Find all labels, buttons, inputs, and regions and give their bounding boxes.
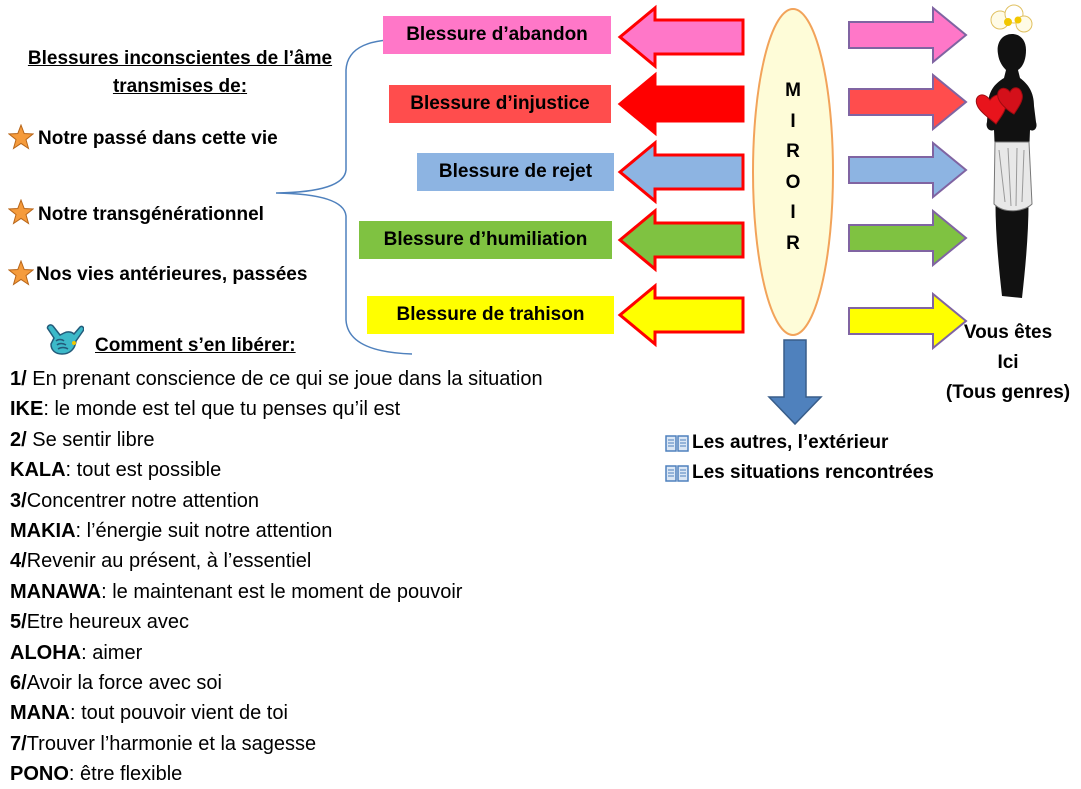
- step-text: Se sentir libre: [26, 428, 155, 451]
- step-line: [10, 607, 543, 637]
- step-key: 3/: [10, 489, 27, 512]
- result-item: [664, 432, 888, 454]
- mirror-letter: R: [786, 232, 800, 254]
- you-are-line: Ici: [997, 352, 1019, 373]
- step-text: En prenant conscience de ce qui se joue dans la situation: [26, 368, 543, 390]
- shaka-hand-icon: [44, 323, 84, 357]
- you-are-line: Vous êtes: [963, 322, 1053, 343]
- step-line: [10, 394, 543, 424]
- step-key: 6/: [10, 671, 27, 694]
- step-key: 1/: [10, 368, 27, 390]
- step-key: 5/: [10, 611, 27, 634]
- wound-label-trahison: Blessure de trahison: [367, 296, 614, 334]
- step-line: [10, 364, 543, 394]
- step-key: KALA: [10, 459, 66, 482]
- step-text: : le monde est tel que tu penses qu’il est: [43, 398, 401, 421]
- title-line-2-text: transmises de: [112, 76, 241, 97]
- step-line: [10, 698, 543, 728]
- book-icon: [664, 463, 690, 483]
- step-line: [10, 759, 543, 789]
- step-text: Concentrer notre attention: [26, 489, 260, 512]
- step-text: : tout est possible: [65, 459, 222, 482]
- right-arrow-humiliation: [849, 211, 966, 265]
- step-key: MANA: [10, 702, 70, 725]
- result-text: Les autres, l’extérieur: [692, 432, 889, 453]
- liberation-steps: [10, 364, 543, 789]
- title-line-1: Blessures inconscientes de l’âme: [27, 48, 333, 69]
- mirror-letter: I: [790, 202, 796, 224]
- step-line: [10, 425, 543, 455]
- step-key: PONO: [10, 763, 69, 786]
- wound-label-rejet: Blessure de rejet: [417, 153, 614, 191]
- wound-label-humiliation: Blessure d’humiliation: [359, 221, 612, 259]
- step-key: MAKIA: [10, 519, 76, 542]
- left-arrow-humiliation: [620, 211, 743, 269]
- book-icon: [664, 433, 690, 453]
- you-are-line: (Tous genres): [945, 382, 1071, 403]
- source-item: Notre transgénérationnel: [38, 204, 264, 225]
- figure-silhouette-icon: [976, 5, 1036, 298]
- down-arrow: [769, 340, 821, 424]
- step-line: [10, 638, 543, 668]
- step-text: Etre heureux avec: [26, 611, 190, 634]
- liberation-title: Comment s’en libérer:: [95, 335, 296, 356]
- step-key: MANAWA: [10, 580, 102, 603]
- result-item: [664, 462, 934, 484]
- left-arrow-abandon: [620, 8, 743, 66]
- step-line: [10, 486, 543, 516]
- step-key: 4/: [10, 550, 27, 573]
- wound-label-injustice: Blessure d’injustice: [389, 85, 611, 123]
- step-line: [10, 455, 543, 485]
- step-line: [10, 668, 543, 698]
- step-text: : tout pouvoir vient de toi: [70, 702, 288, 725]
- right-arrow-injustice: [849, 75, 966, 129]
- source-item: Nos vies antérieures, passées: [36, 264, 308, 285]
- left-arrow-injustice: [620, 75, 743, 133]
- step-text: : l’énergie suit notre attention: [75, 519, 333, 542]
- mirror-letter: R: [786, 141, 800, 163]
- result-text: Les situations rencontrées: [692, 462, 934, 483]
- step-line: [10, 546, 543, 576]
- step-key: 7/: [10, 732, 27, 755]
- step-key: 2/: [10, 428, 27, 451]
- step-line: [10, 577, 543, 607]
- mirror-label: [773, 76, 813, 260]
- step-line: [10, 516, 543, 546]
- source-item: Notre passé dans cette vie: [38, 128, 278, 149]
- step-text: : le maintenant est le moment de pouvoir: [101, 580, 463, 603]
- right-arrow-rejet: [849, 143, 966, 197]
- left-arrow-rejet: [620, 143, 743, 201]
- right-arrow-abandon: [849, 8, 966, 62]
- step-key: IKE: [10, 398, 44, 421]
- wound-label-abandon: Blessure d’abandon: [383, 16, 611, 54]
- step-text: Revenir au présent, à l’essentiel: [26, 550, 312, 573]
- step-text: Avoir la force avec soi: [26, 671, 222, 694]
- mirror-letter: M: [785, 80, 801, 101]
- mirror-letter: O: [785, 171, 801, 193]
- step-text: : être flexible: [68, 763, 183, 786]
- title-colon: :: [240, 76, 248, 97]
- step-line: [10, 729, 543, 759]
- you-are-here: [935, 318, 1081, 408]
- left-arrow-trahison: [620, 286, 743, 344]
- step-text: : aimer: [81, 641, 143, 664]
- step-text: Trouver l’harmonie et la sagesse: [26, 732, 317, 755]
- step-key: ALOHA: [10, 641, 82, 664]
- mirror-letter: I: [790, 110, 796, 132]
